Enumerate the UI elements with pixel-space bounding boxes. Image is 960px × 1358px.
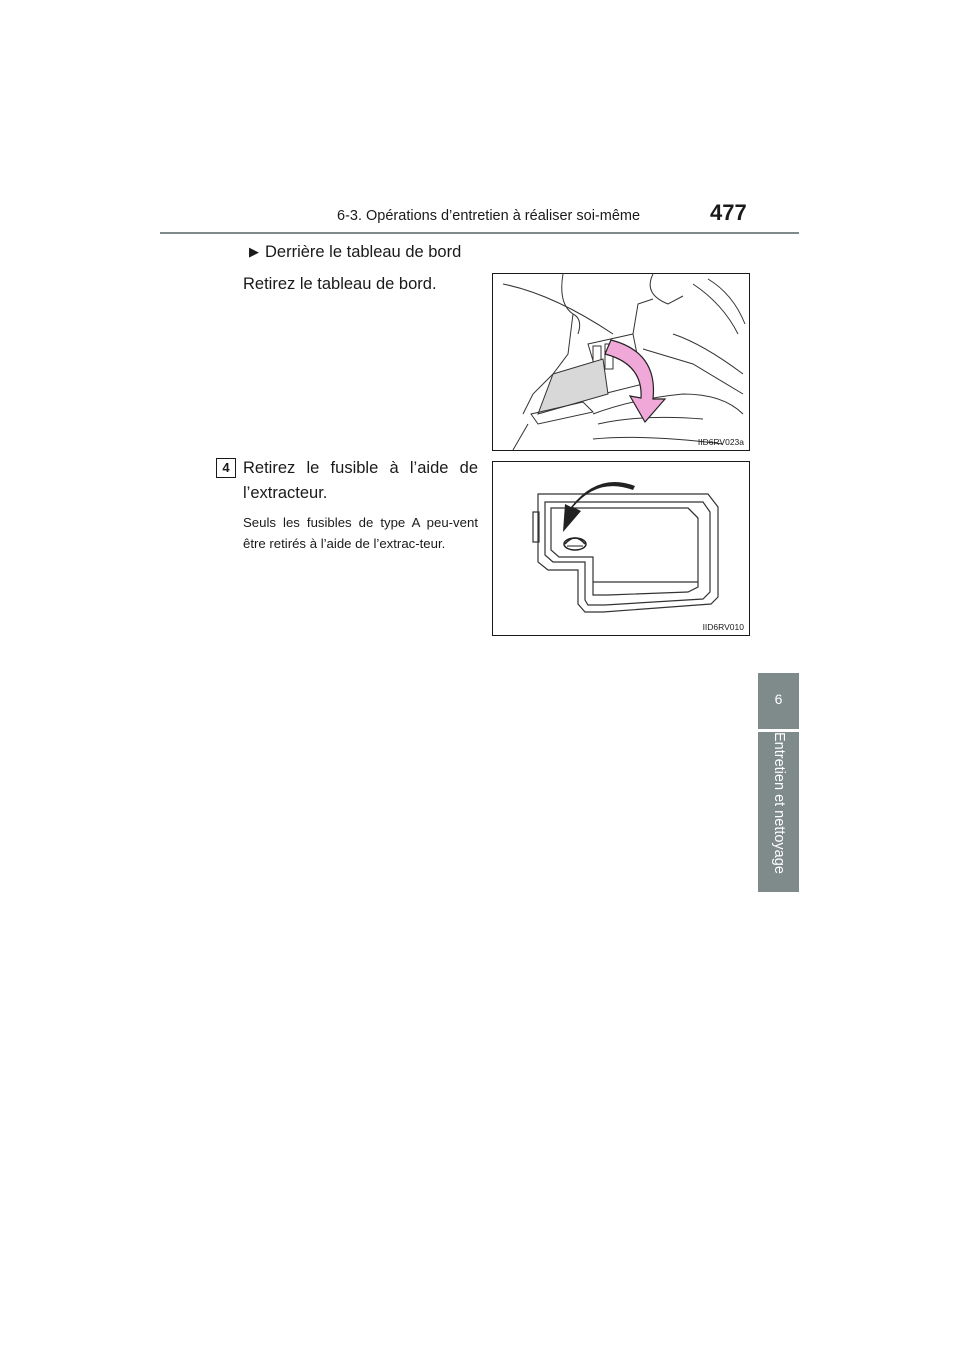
figure-fuse-box xyxy=(492,461,750,636)
fuse-extractor-icon xyxy=(564,538,586,550)
step-4-text: Retirez le fusible à l’aide de l’extracteur. xyxy=(243,459,478,502)
page-number: 477 xyxy=(710,200,747,225)
header-rule xyxy=(160,232,799,234)
figure-dashboard-panel xyxy=(492,273,750,451)
chapter-number: 6 xyxy=(774,691,783,707)
step-3-text: Retirez le tableau de bord. xyxy=(243,275,437,293)
fuse-box-illustration xyxy=(493,462,749,635)
step-4-badge: 4 xyxy=(216,458,236,478)
figure-code: IID6RV010 xyxy=(702,622,744,632)
running-header-title: 6-3. Opérations d’entretien à réaliser soi-même xyxy=(337,208,641,224)
step-4-note: Seuls les fusibles de type A peu-vent être retirés à l’aide de l’extrac-teur. xyxy=(243,515,478,551)
bullet-heading-line xyxy=(249,243,461,262)
dashboard-panel-illustration xyxy=(493,274,749,450)
figure-code: IID6RV023a xyxy=(697,437,744,447)
bullet-heading: Derrière le tableau de bord xyxy=(265,243,462,261)
chapter-tab xyxy=(758,673,799,729)
pink-arrow-icon xyxy=(605,340,665,422)
curved-arrow-icon xyxy=(563,482,635,532)
chapter-label: Entretien et nettoyage xyxy=(771,732,787,874)
triangle-bullet-icon: ▶ xyxy=(249,244,259,259)
